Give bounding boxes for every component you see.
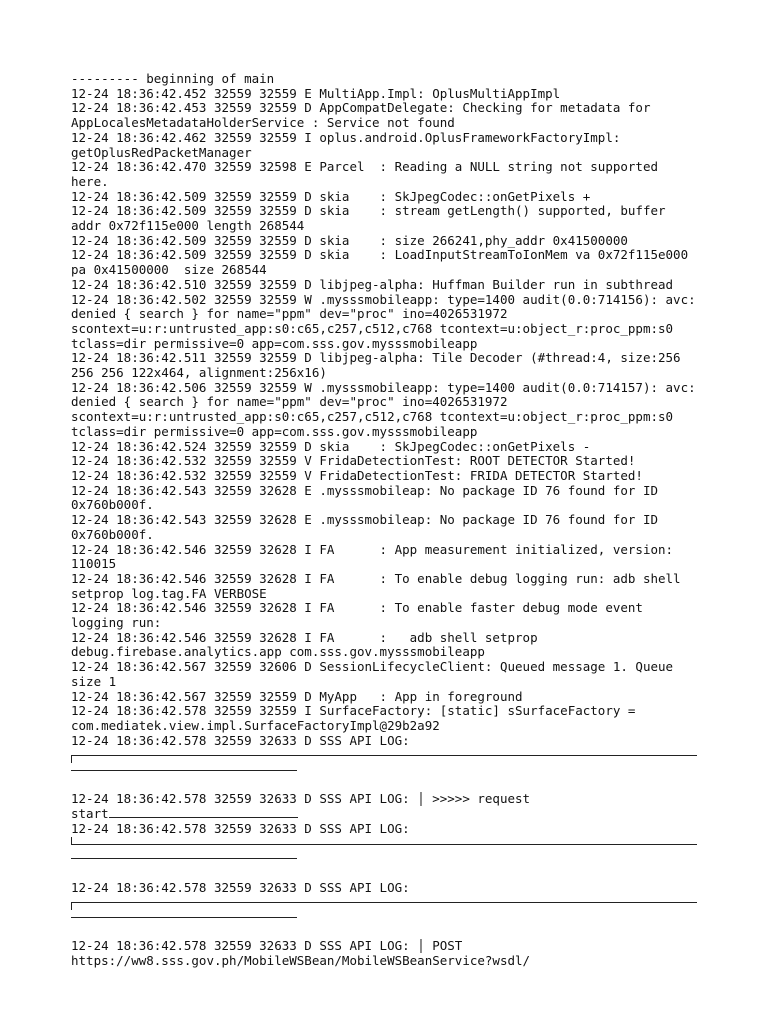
log-line: 12-24 18:36:42.502 32559 32559 W .mysssmobileapp: type=1400 audit(0.0:714156): avc: bbox=[71, 292, 696, 307]
log-line: 12-24 18:36:42.543 32559 32628 E .mysssmobileap: No package ID 76 found for ID bbox=[71, 483, 658, 498]
box-bottom-rule bbox=[71, 844, 697, 845]
log-line: 256 256 122x464, alignment:256x16) bbox=[71, 366, 327, 381]
log-line: scontext=u:r:untrusted_app:s0:c65,c257,c512,c768 tcontext=u:object_r:proc_ppm:s0 bbox=[71, 321, 674, 336]
log-line: debug.firebase.analytics.app com.sss.gov.mysssmobileapp bbox=[71, 645, 485, 660]
log-line: AppLocalesMetadataHolderService : Service not found bbox=[71, 116, 455, 131]
box-bottom-rule-continuation bbox=[71, 851, 711, 866]
request-start-underline bbox=[109, 807, 298, 818]
log-line-post: 12-24 18:36:42.578 32559 32633 D SSS API LOG: │ POST bbox=[71, 939, 463, 954]
log-line: 12-24 18:36:42.567 32559 32559 D MyApp : App in foreground bbox=[71, 689, 523, 704]
log-line: 12-24 18:36:42.509 32559 32559 D skia : SkJpegCodec::onGetPixels + bbox=[71, 189, 591, 204]
log-line: 12-24 18:36:42.567 32559 32606 D SessionLifecycleClient: Queued message 1. Queue bbox=[71, 660, 674, 675]
log-line: scontext=u:r:untrusted_app:s0:c65,c257,c512,c768 tcontext=u:object_r:proc_ppm:s0 bbox=[71, 410, 674, 425]
log-line-request: 12-24 18:36:42.578 32559 32633 D SSS API LOG: │ >>>>> request bbox=[71, 792, 531, 807]
log-line-post-header: 12-24 18:36:42.578 32559 32633 D SSS API LOG: bbox=[71, 880, 410, 895]
log-line: size 1 bbox=[71, 674, 117, 689]
box2-top-border bbox=[71, 895, 711, 910]
log-line: 12-24 18:36:42.510 32559 32559 D libjpeg-alpha: Huffman Builder run in subthread bbox=[71, 277, 674, 292]
log-line: 12-24 18:36:42.462 32559 32559 I oplus.android.OplusFrameworkFactoryImpl: bbox=[71, 130, 621, 145]
log-line: 12-24 18:36:42.506 32559 32559 W .mysssmobileapp: type=1400 audit(0.0:714157): avc: bbox=[71, 380, 696, 395]
log-line: 12-24 18:36:42.578 32559 32633 D SSS API LOG: bbox=[71, 733, 410, 748]
log-line: 12-24 18:36:42.452 32559 32559 E MultiApp.Impl: OplusMultiAppImpl bbox=[71, 86, 561, 101]
log-line: 0x760b000f. bbox=[71, 498, 154, 513]
log-line: 12-24 18:36:42.543 32559 32628 E .mysssmobileap: No package ID 76 found for ID bbox=[71, 513, 658, 528]
box2-top-rule bbox=[71, 902, 697, 903]
box-top-rule-continuation bbox=[71, 763, 711, 778]
log-line: tclass=dir permissive=0 app=com.sss.gov.mysssmobileapp bbox=[71, 424, 478, 439]
log-line: 12-24 18:36:42.453 32559 32559 D AppCompatDelegate: Checking for metadata for bbox=[71, 101, 651, 116]
log-line: 12-24 18:36:42.511 32559 32559 D libjpeg-alpha: Tile Decoder (#thread:4, size:256 bbox=[71, 351, 681, 366]
box2-corner-top-left bbox=[71, 902, 72, 910]
log-line: --------- beginning of main bbox=[71, 72, 275, 86]
box-top-border bbox=[71, 748, 711, 763]
log-line: getOplusRedPacketManager bbox=[71, 145, 252, 160]
log-line-post-url: https://ww8.sss.gov.ph/MobileWSBean/MobileWSBeanService?wsdl/ bbox=[71, 954, 531, 969]
log-line: 12-24 18:36:42.546 32559 32628 I FA : To enable debug logging run: adb shell bbox=[71, 571, 681, 586]
log-line: here. bbox=[71, 174, 109, 189]
box-corner-bottom-left bbox=[71, 837, 72, 844]
log-line: 0x760b000f. bbox=[71, 527, 154, 542]
log-line: setprop log.tag.FA VERBOSE bbox=[71, 586, 267, 601]
log-lines bbox=[71, 72, 711, 748]
log-line: 12-24 18:36:42.546 32559 32628 I FA : adb shell setprop bbox=[71, 630, 538, 645]
box-bottom-border bbox=[71, 837, 711, 852]
log-line: 110015 bbox=[71, 557, 117, 572]
log-line: tclass=dir permissive=0 app=com.sss.gov.mysssmobileapp bbox=[71, 336, 478, 351]
log-line: denied { search } for name="ppm" dev="proc" ino=4026531972 bbox=[71, 307, 508, 322]
log-line: pa 0x41500000 size 268544 bbox=[71, 263, 267, 278]
log-line-request-end: 12-24 18:36:42.578 32559 32633 D SSS API LOG: bbox=[71, 821, 410, 836]
spacer bbox=[71, 866, 711, 881]
log-line: addr 0x72f115e000 length 268544 bbox=[71, 219, 305, 234]
log-line-request-start bbox=[71, 807, 711, 822]
log-line: 12-24 18:36:42.578 32559 32559 I SurfaceFactory: [static] sSurfaceFactory = bbox=[71, 704, 636, 719]
spacer bbox=[71, 925, 711, 940]
log-line: 12-24 18:36:42.524 32559 32559 D skia : SkJpegCodec::onGetPixels - bbox=[71, 439, 591, 454]
log-line: 12-24 18:36:42.509 32559 32559 D skia : LoadInputStreamToIonMem va 0x72f115e000 bbox=[71, 248, 689, 263]
log-line: 12-24 18:36:42.546 32559 32628 I FA : To enable faster debug mode event bbox=[71, 601, 643, 616]
spacer bbox=[71, 778, 711, 793]
log-document bbox=[71, 72, 711, 969]
log-line: logging run: bbox=[71, 616, 162, 631]
box-corner-top-left bbox=[71, 755, 72, 763]
box2-top-rule-continuation bbox=[71, 910, 711, 925]
log-line: 12-24 18:36:42.546 32559 32628 I FA : App measurement initialized, version: bbox=[71, 542, 674, 557]
log-line: 12-24 18:36:42.532 32559 32559 V FridaDetectionTest: ROOT DETECTOR Started! bbox=[71, 454, 636, 469]
log-line: denied { search } for name="ppm" dev="proc" ino=4026531972 bbox=[71, 395, 508, 410]
log-line: 12-24 18:36:42.532 32559 32559 V FridaDetectionTest: FRIDA DETECTOR Started! bbox=[71, 468, 643, 483]
log-line: 12-24 18:36:42.509 32559 32559 D skia : stream getLength() supported, buffer bbox=[71, 204, 666, 219]
log-line: com.mediatek.view.impl.SurfaceFactoryImpl@29b2a92 bbox=[71, 718, 440, 733]
request-start-text: start bbox=[71, 807, 109, 822]
log-line: 12-24 18:36:42.470 32559 32598 E Parcel : Reading a NULL string not supported bbox=[71, 160, 658, 175]
log-line: 12-24 18:36:42.509 32559 32559 D skia : size 266241,phy_addr 0x41500000 bbox=[71, 233, 628, 248]
box-top-rule bbox=[71, 755, 697, 756]
